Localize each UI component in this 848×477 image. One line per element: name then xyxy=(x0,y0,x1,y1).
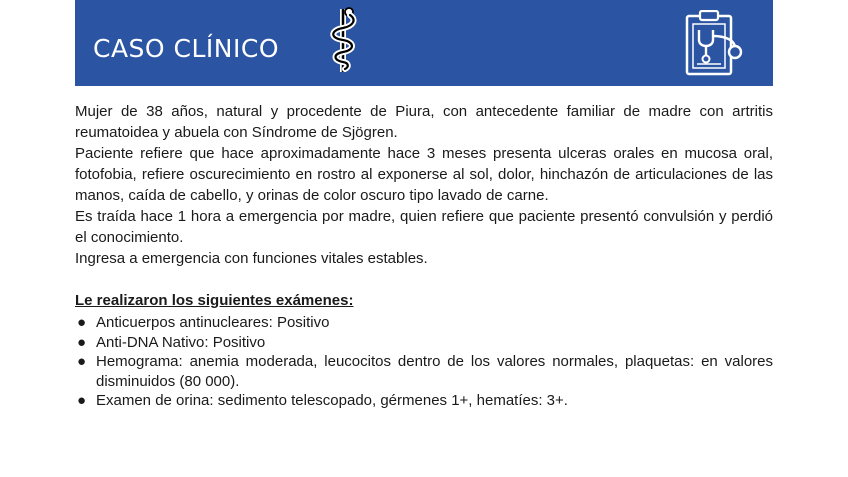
list-item xyxy=(75,391,773,411)
exam-text: Examen de orina: sedimento telescopado, gérmenes 1+, hematíes: 3+. xyxy=(96,392,568,409)
exam-text: Anticuerpos antinucleares: Positivo xyxy=(96,314,330,331)
exams-list xyxy=(75,313,773,411)
exams-title: Le realizaron los siguientes exámenes: xyxy=(75,292,354,309)
case-paragraph-1: Mujer de 38 años, natural y procedente de Piura, con antecedente familiar de madre con artritis reumatoidea y abuela con Síndrome de Sjögren. xyxy=(75,103,773,141)
bullet-icon: ● xyxy=(77,353,87,370)
page-title: CASO CLÍNICO xyxy=(93,34,280,63)
case-content xyxy=(75,101,773,411)
case-paragraph-3: Es traída hace 1 hora a emergencia por madre, quien refiere que paciente presentó convulsión y perdió el conocimiento. xyxy=(75,208,773,246)
list-item xyxy=(75,352,773,391)
exam-text: Anti-DNA Nativo: Positivo xyxy=(96,333,266,351)
case-paragraph-2: Paciente refiere que hace aproximadamente hace 3 meses presenta ulceras orales en mucosa oral, fotofobia, refiere oscurecimiento en rostro al exponerse al sol, dolor, hinchazón de articulaciones de las manos, caída de cabello, y orinas de color oscuro tipo lavado de carne. xyxy=(75,145,773,204)
bullet-icon: ● xyxy=(77,333,87,351)
list-item xyxy=(75,333,773,353)
exam-text: Hemograma: anemia moderada, leucocitos dentro de los valores normales, plaquetas: en valores disminuidos (80 000). xyxy=(96,353,773,390)
case-paragraph-4: Ingresa a emergencia con funciones vitales estables. xyxy=(75,250,428,267)
bullet-icon: ● xyxy=(77,392,87,409)
bullet-icon: ● xyxy=(77,314,87,331)
header-banner xyxy=(75,0,773,86)
list-item xyxy=(75,313,773,333)
spacer xyxy=(75,269,773,290)
clipboard-stethoscope-icon xyxy=(685,10,743,76)
caduceus-icon xyxy=(323,6,363,74)
